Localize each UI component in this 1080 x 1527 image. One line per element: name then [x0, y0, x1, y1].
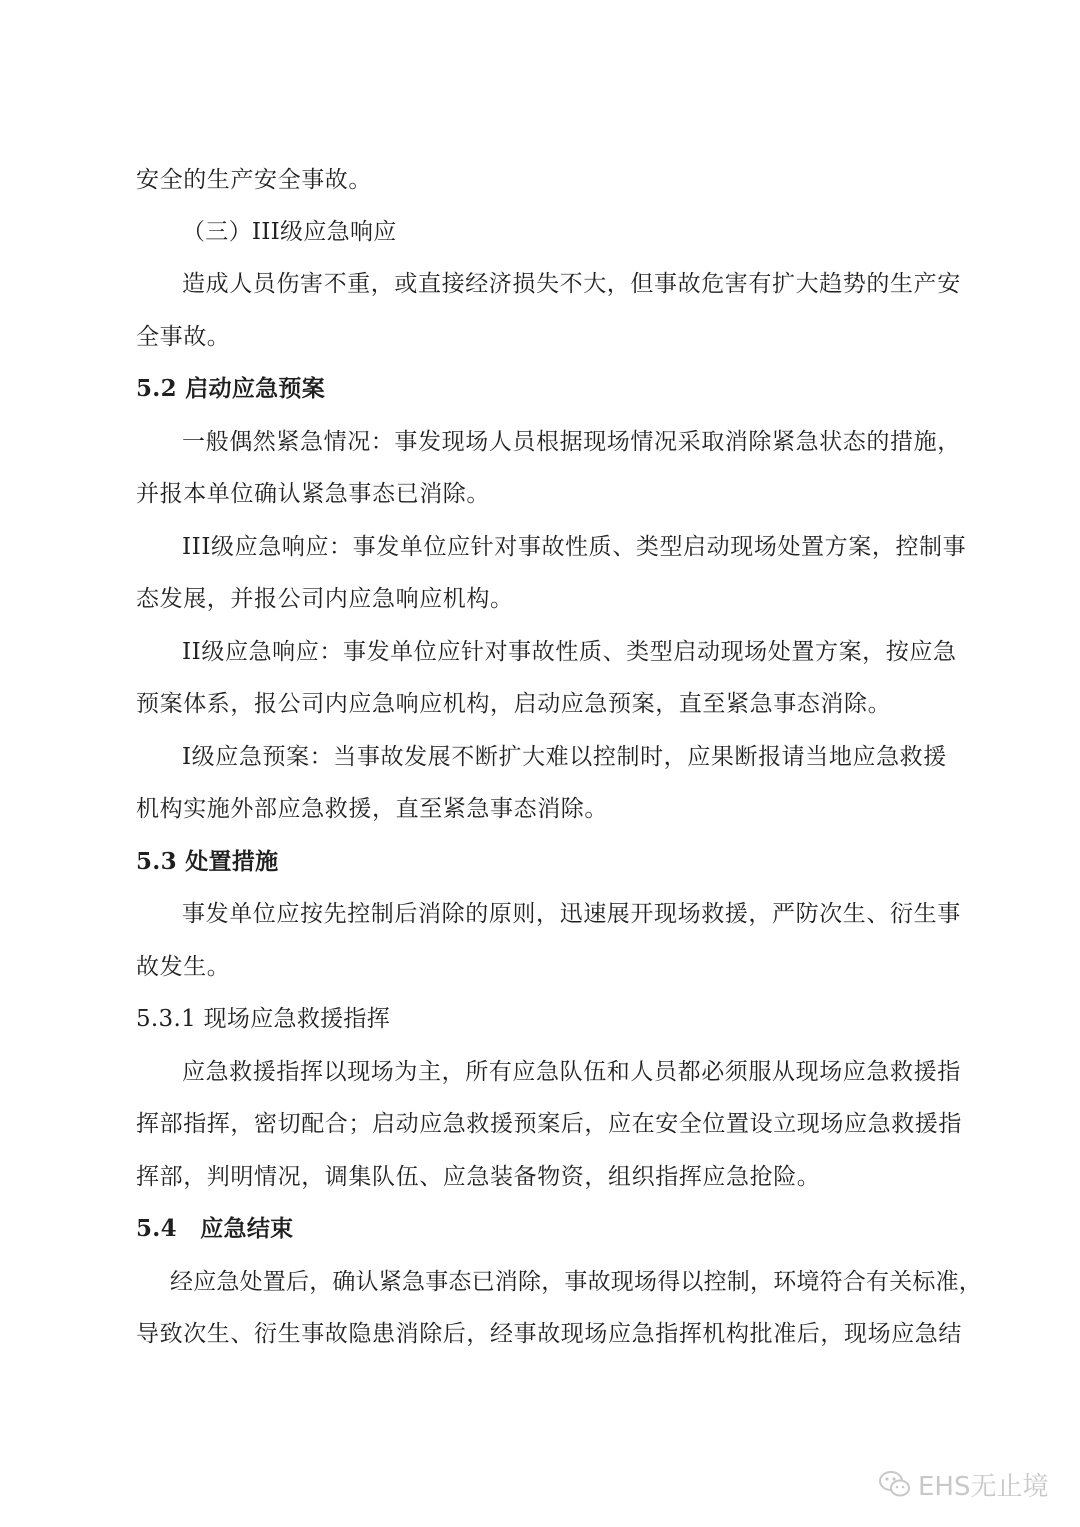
paragraph-line: 造成人员伤害不重，或直接经济损失不大，但事故危害有扩大趋势的生产安: [182, 271, 961, 297]
watermark: [878, 1464, 1048, 1504]
paragraph-line: 态发展，并报公司内应急响应机构。: [136, 586, 514, 612]
section-heading-5-3-1: 5.3.1 现场应急救援指挥: [136, 1006, 391, 1032]
paragraph-line: II级应急响应：事发单位应针对事故性质、类型启动现场处置方案，按应急: [182, 639, 957, 665]
paragraph-line: 一般偶然紧急情况：事发现场人员根据现场情况采取消除紧急状态的措施，: [182, 429, 961, 455]
paragraph-line: 事发单位应按先控制后消除的原则，迅速展开现场救援，严防次生、衍生事: [182, 901, 961, 927]
paragraph-line: 安全的生产安全事故。: [136, 167, 372, 193]
paragraph-line: 故发生。: [136, 954, 231, 980]
section-heading-5-4: 5.4 应急结束: [136, 1215, 294, 1242]
wechat-icon: [878, 1469, 912, 1499]
paragraph-line: I级应急预案：当事故发展不断扩大难以控制时，应果断报请当地应急救援: [182, 744, 947, 770]
paragraph-line: 全事故。: [136, 324, 231, 350]
paragraph-line: 挥部，判明情况，调集队伍、应急装备物资，组织指挥应急抢险。: [136, 1164, 821, 1190]
watermark-text: EHS无止境: [918, 1471, 1049, 1502]
paragraph-line: 经应急处置后，确认紧急事态已消除，事故现场得以控制，环境符合有关标准，: [170, 1269, 982, 1295]
paragraph-line: 挥部指挥，密切配合；启动应急救援预案后，应在安全位置设立现场应急救援指: [136, 1111, 962, 1137]
paragraph-line: III级应急响应：事发单位应针对事故性质、类型启动现场处置方案，控制事: [182, 534, 967, 560]
paragraph-line: 导致次生、衍生事故隐患消除后，经事故现场应急指挥机构批准后，现场应急结: [136, 1321, 962, 1347]
section-heading-level3: （三）III级应急响应: [182, 219, 397, 245]
section-heading-5-2: 5.2 启动应急预案: [136, 375, 326, 402]
paragraph-line: 并报本单位确认紧急事态已消除。: [136, 481, 490, 507]
paragraph-line: 预案体系，报公司内应急响应机构，启动应急预案，直至紧急事态消除。: [136, 691, 892, 717]
section-heading-5-3: 5.3 处置措施: [136, 848, 279, 875]
paragraph-line: 应急救援指挥以现场为主，所有应急队伍和人员都必须服从现场应急救援指: [182, 1059, 961, 1085]
paragraph-line: 机构实施外部应急救援，直至紧急事态消除。: [136, 796, 608, 822]
